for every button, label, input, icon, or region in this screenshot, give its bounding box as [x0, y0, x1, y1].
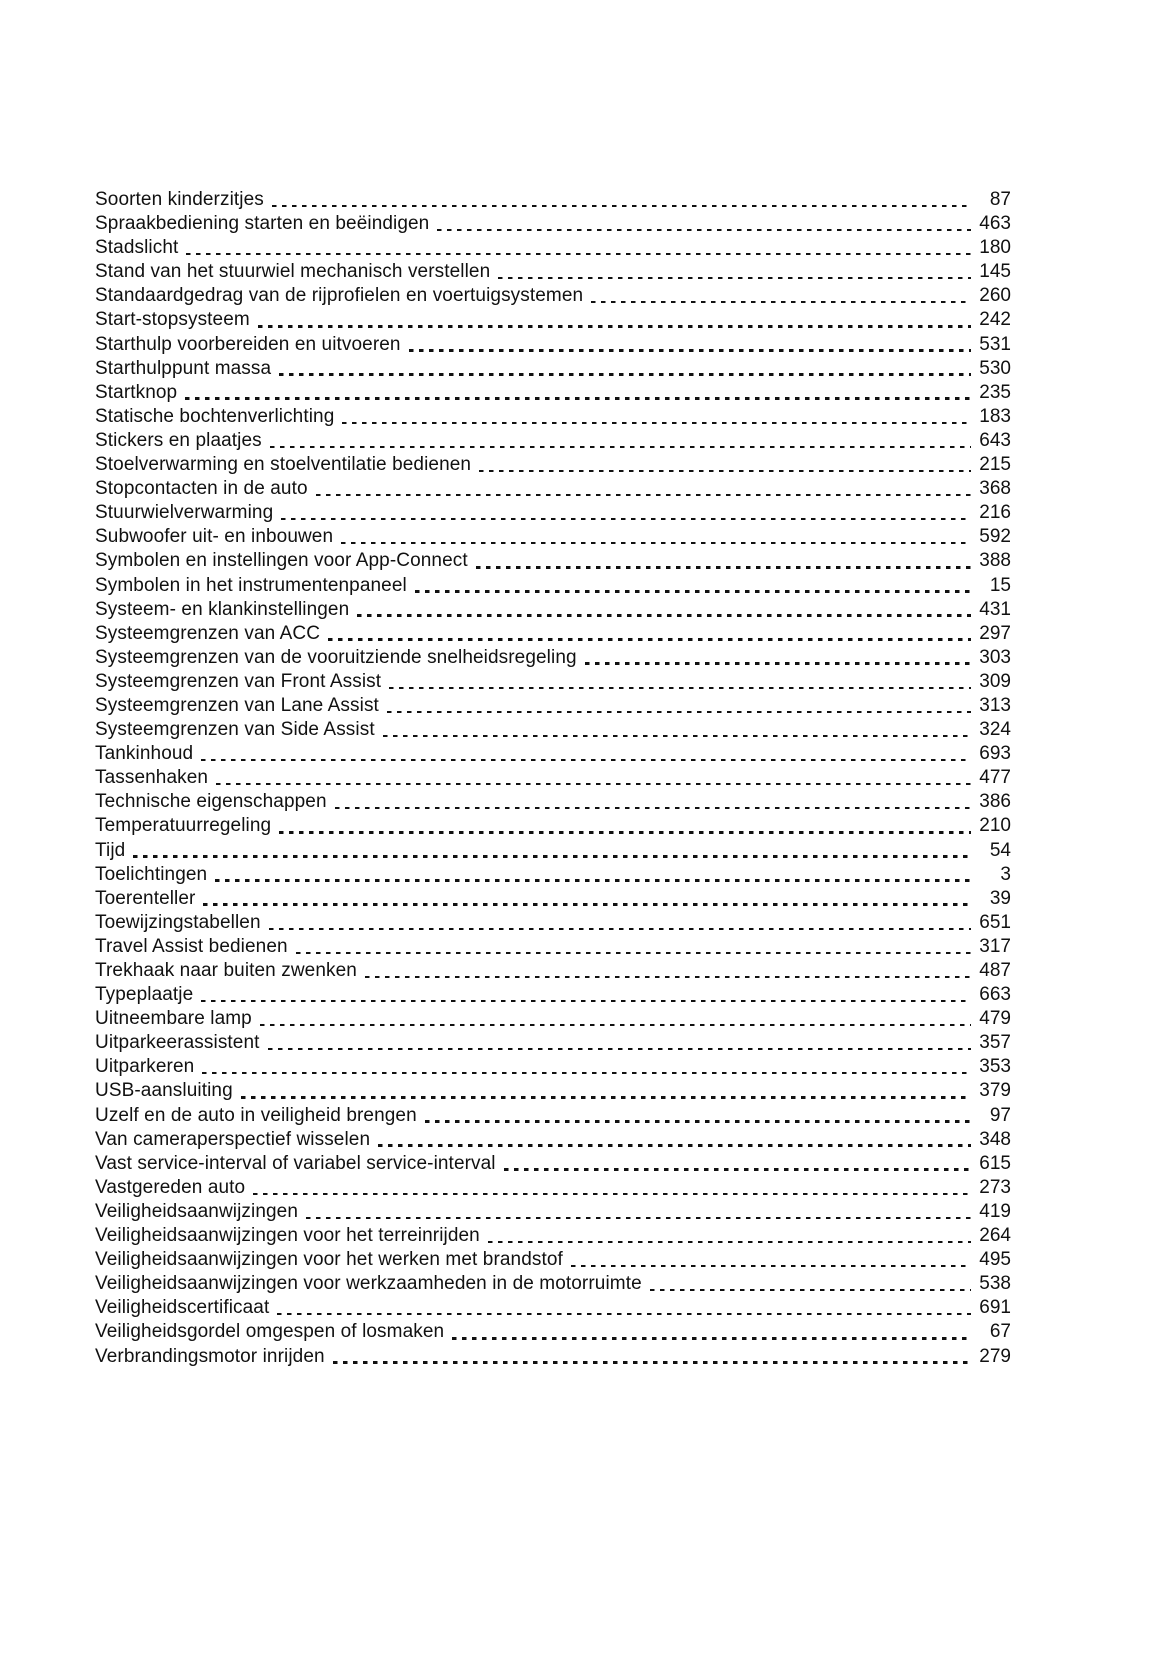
dot-leader	[260, 1024, 971, 1026]
entry-page-number: 273	[979, 1176, 1011, 1198]
entry-label: Trekhaak naar buiten zwenken	[95, 960, 357, 981]
entry-page-number: 242	[979, 309, 1011, 331]
entry-label: Tassenhaken	[95, 767, 209, 789]
dot-leader	[268, 1048, 971, 1050]
entry-label: Stuurwielverwarming	[95, 502, 274, 524]
entry-page-number: 145	[979, 261, 1011, 283]
dot-leader	[216, 783, 971, 785]
dot-leader	[270, 446, 971, 448]
index-entry-row	[95, 718, 1011, 742]
entry-label: Technische eigenschappen	[95, 791, 327, 813]
entry-label: Systeemgrenzen van de vooruitziende snelheidsregeling	[95, 646, 577, 668]
dot-leader	[357, 614, 971, 616]
entry-page-number: 313	[979, 694, 1011, 716]
index-entry-row	[95, 284, 1011, 308]
dot-leader	[201, 1000, 971, 1002]
entry-page-number: 615	[979, 1152, 1011, 1174]
entry-page-number: 183	[979, 405, 1011, 427]
entry-label: Systeem- en klankinstellingen	[95, 598, 350, 620]
entry-label: Stand van het stuurwiel mechanisch verstellen	[95, 261, 491, 283]
dot-leader	[279, 831, 971, 833]
index-entry-row	[95, 429, 1011, 453]
entry-page-number: 303	[979, 646, 1011, 668]
entry-page-number: 67	[989, 1321, 1011, 1343]
entry-page-number: 260	[979, 285, 1011, 307]
entry-label: Statische bochtenverlichting	[95, 405, 335, 427]
entry-page-number: 651	[979, 911, 1011, 933]
entry-page-number: 379	[979, 1080, 1011, 1102]
entry-label: Vast service-interval of variabel service-interval	[95, 1152, 496, 1174]
entry-page-number: 87	[989, 189, 1011, 210]
dot-leader	[585, 662, 971, 664]
index-entry-row	[95, 935, 1011, 959]
dot-leader	[387, 711, 971, 713]
entry-label: Travel Assist bedienen	[95, 935, 288, 957]
dot-leader	[277, 1313, 971, 1315]
entry-page-number: 324	[979, 719, 1011, 741]
entry-page-number: 592	[979, 526, 1011, 548]
dot-leader	[488, 1241, 971, 1243]
entry-label: Systeemgrenzen van ACC	[95, 622, 321, 644]
entry-page-number: 368	[979, 478, 1011, 500]
entry-label: Tankinhoud	[95, 743, 194, 765]
entry-label: Systeemgrenzen van Side Assist	[95, 719, 375, 741]
entry-label: Systeemgrenzen van Front Assist	[95, 670, 382, 692]
entry-label: Veiligheidsaanwijzingen voor werkzaamheden in de motorruimte	[95, 1273, 642, 1295]
dot-leader	[452, 1337, 971, 1339]
entry-label: Temperatuurregeling	[95, 815, 272, 837]
entry-page-number: 180	[979, 237, 1011, 259]
entry-page-number: 264	[979, 1225, 1011, 1247]
dot-leader	[328, 638, 971, 640]
entry-label: Stickers en plaatjes	[95, 429, 262, 451]
dot-leader	[133, 855, 971, 857]
index-entry-row	[95, 1031, 1011, 1055]
entry-label: Typeplaatje	[95, 984, 194, 1006]
dot-leader	[479, 470, 971, 472]
index-entry-row	[95, 983, 1011, 1007]
index-entry-row	[95, 1224, 1011, 1248]
dot-leader	[316, 494, 971, 496]
entry-label: Start-stopsysteem	[95, 309, 250, 331]
entry-page-number: 15	[989, 574, 1011, 596]
index-entry-row	[95, 598, 1011, 622]
entry-page-number: 663	[979, 984, 1011, 1006]
entry-label: Standaardgedrag van de rijprofielen en voertuigsystemen	[95, 285, 584, 307]
entry-page-number: 643	[979, 429, 1011, 451]
index-entry-row	[95, 188, 1011, 212]
index-entry-row	[95, 742, 1011, 766]
entry-page-number: 210	[979, 815, 1011, 837]
entry-label: Vastgereden auto	[95, 1176, 246, 1198]
dot-leader	[409, 349, 971, 351]
index-entry-row	[95, 525, 1011, 549]
dot-leader	[203, 903, 971, 905]
dot-leader	[306, 1217, 971, 1219]
index-entry-row	[95, 887, 1011, 911]
index-entry-row	[95, 260, 1011, 284]
dot-leader	[389, 687, 971, 689]
index-entry-row	[95, 670, 1011, 694]
dot-leader	[279, 373, 971, 375]
index-entry-row	[95, 1200, 1011, 1224]
entry-page-number: 495	[979, 1249, 1011, 1271]
entry-label: Startknop	[95, 381, 178, 403]
entry-page-number: 388	[979, 550, 1011, 572]
dot-leader	[365, 976, 971, 978]
entry-label: Toewijzingstabellen	[95, 911, 261, 933]
index-entry-row	[95, 357, 1011, 381]
entry-label: Symbolen en instellingen voor App-Connect	[95, 550, 468, 572]
dot-leader	[571, 1265, 971, 1267]
entry-label: Stopcontacten in de auto	[95, 478, 308, 500]
entry-page-number: 386	[979, 791, 1011, 813]
entry-page-number: 97	[989, 1104, 1011, 1126]
entry-page-number: 348	[979, 1128, 1011, 1150]
entry-label: Starthulppunt massa	[95, 357, 272, 379]
index-entry-row	[95, 839, 1011, 863]
index-entry-row	[95, 453, 1011, 477]
dot-leader	[383, 735, 971, 737]
entry-label: USB-aansluiting	[95, 1080, 233, 1102]
dot-leader	[258, 325, 971, 327]
entry-page-number: 279	[979, 1345, 1011, 1367]
entry-label: Van cameraperspectief wisselen	[95, 1128, 371, 1150]
entry-page-number: 353	[979, 1056, 1011, 1078]
index-list	[95, 188, 1011, 1369]
entry-label: Subwoofer uit- en inbouwen	[95, 526, 334, 548]
entry-page-number: 477	[979, 767, 1011, 789]
entry-label: Symbolen in het instrumentenpaneel	[95, 574, 407, 596]
index-entry-row	[95, 1104, 1011, 1128]
entry-page-number: 235	[979, 381, 1011, 403]
dot-leader	[504, 1168, 971, 1170]
dot-leader	[335, 807, 971, 809]
index-entry-row	[95, 1007, 1011, 1031]
dot-leader	[201, 759, 971, 761]
entry-page-number: 530	[979, 357, 1011, 379]
index-entry-row	[95, 1320, 1011, 1344]
dot-leader	[281, 518, 971, 520]
entry-page-number: 3	[1000, 863, 1011, 885]
entry-page-number: 216	[979, 502, 1011, 524]
entry-page-number: 531	[979, 333, 1011, 355]
entry-label: Veiligheidscertificaat	[95, 1297, 270, 1319]
index-entry-row	[95, 814, 1011, 838]
entry-page-number: 479	[979, 1008, 1011, 1030]
dot-leader	[241, 1096, 971, 1098]
index-entry-row	[95, 236, 1011, 260]
dot-leader	[378, 1144, 971, 1146]
entry-label: Veiligheidsaanwijzingen voor het terreinrijden	[95, 1225, 480, 1247]
entry-page-number: 487	[979, 960, 1011, 981]
index-entry-row	[95, 646, 1011, 670]
entry-page-number: 693	[979, 743, 1011, 765]
dot-leader	[186, 253, 971, 255]
entry-label: Uitparkeerassistent	[95, 1032, 260, 1054]
index-entry-row	[95, 959, 1011, 983]
index-entry-row	[95, 212, 1011, 236]
index-entry-row	[95, 549, 1011, 573]
dot-leader	[269, 928, 971, 930]
entry-page-number: 431	[979, 598, 1011, 620]
dot-leader	[415, 590, 971, 592]
index-entry-row	[95, 622, 1011, 646]
entry-page-number: 317	[979, 935, 1011, 957]
entry-label: Toelichtingen	[95, 863, 208, 885]
index-entry-row	[95, 333, 1011, 357]
entry-label: Soorten kinderzitjes	[95, 189, 264, 210]
dot-leader	[296, 952, 971, 954]
index-entry-row	[95, 790, 1011, 814]
dot-leader	[650, 1289, 971, 1291]
entry-label: Tijd	[95, 839, 126, 861]
entry-label: Stoelverwarming en stoelventilatie bedienen	[95, 454, 472, 476]
entry-page-number: 39	[989, 887, 1011, 909]
index-entry-row	[95, 1176, 1011, 1200]
dot-leader	[591, 301, 971, 303]
index-entry-row	[95, 1128, 1011, 1152]
dot-leader	[185, 397, 971, 399]
index-entry-row	[95, 911, 1011, 935]
index-entry-row	[95, 766, 1011, 790]
entry-page-number: 538	[979, 1273, 1011, 1295]
entry-label: Uitparkeren	[95, 1056, 195, 1078]
index-entry-row	[95, 501, 1011, 525]
index-entry-row	[95, 1248, 1011, 1272]
index-entry-row	[95, 863, 1011, 887]
index-entry-row	[95, 1296, 1011, 1320]
index-entry-row	[95, 1272, 1011, 1296]
entry-page-number: 463	[979, 213, 1011, 235]
dot-leader	[425, 1120, 971, 1122]
index-entry-row	[95, 1055, 1011, 1079]
dot-leader	[341, 542, 971, 544]
dot-leader	[272, 205, 971, 207]
entry-label: Uitneembare lamp	[95, 1008, 252, 1030]
dot-leader	[215, 879, 971, 881]
index-entry-row	[95, 405, 1011, 429]
entry-label: Starthulp voorbereiden en uitvoeren	[95, 333, 401, 355]
index-entry-row	[95, 381, 1011, 405]
dot-leader	[333, 1361, 971, 1363]
entry-page-number: 419	[979, 1200, 1011, 1222]
entry-page-number: 215	[979, 454, 1011, 476]
entry-page-number: 309	[979, 670, 1011, 692]
index-entry-row	[95, 1152, 1011, 1176]
entry-label: Veiligheidsaanwijzingen voor het werken met brandstof	[95, 1249, 563, 1271]
entry-page-number: 54	[989, 839, 1011, 861]
entry-label: Spraakbediening starten en beëindigen	[95, 213, 430, 235]
index-entry-row	[95, 477, 1011, 501]
entry-page-number: 297	[979, 622, 1011, 644]
index-entry-row	[95, 694, 1011, 718]
entry-label: Systeemgrenzen van Lane Assist	[95, 694, 379, 716]
entry-label: Toerenteller	[95, 887, 196, 909]
entry-page-number: 357	[979, 1032, 1011, 1054]
index-entry-row	[95, 574, 1011, 598]
dot-leader	[437, 229, 971, 231]
index-entry-row	[95, 308, 1011, 332]
entry-label: Verbrandingsmotor inrijden	[95, 1345, 325, 1367]
dot-leader	[476, 566, 971, 568]
entry-label: Veiligheidsgordel omgespen of losmaken	[95, 1321, 445, 1343]
index-entry-row	[95, 1345, 1011, 1369]
entry-label: Uzelf en de auto in veiligheid brengen	[95, 1104, 417, 1126]
entry-label: Stadslicht	[95, 237, 179, 259]
index-entry-row	[95, 1079, 1011, 1103]
dot-leader	[253, 1193, 971, 1195]
entry-label: Veiligheidsaanwijzingen	[95, 1200, 298, 1222]
dot-leader	[342, 422, 971, 424]
entry-page-number: 691	[979, 1297, 1011, 1319]
dot-leader	[498, 277, 971, 279]
dot-leader	[202, 1072, 971, 1074]
